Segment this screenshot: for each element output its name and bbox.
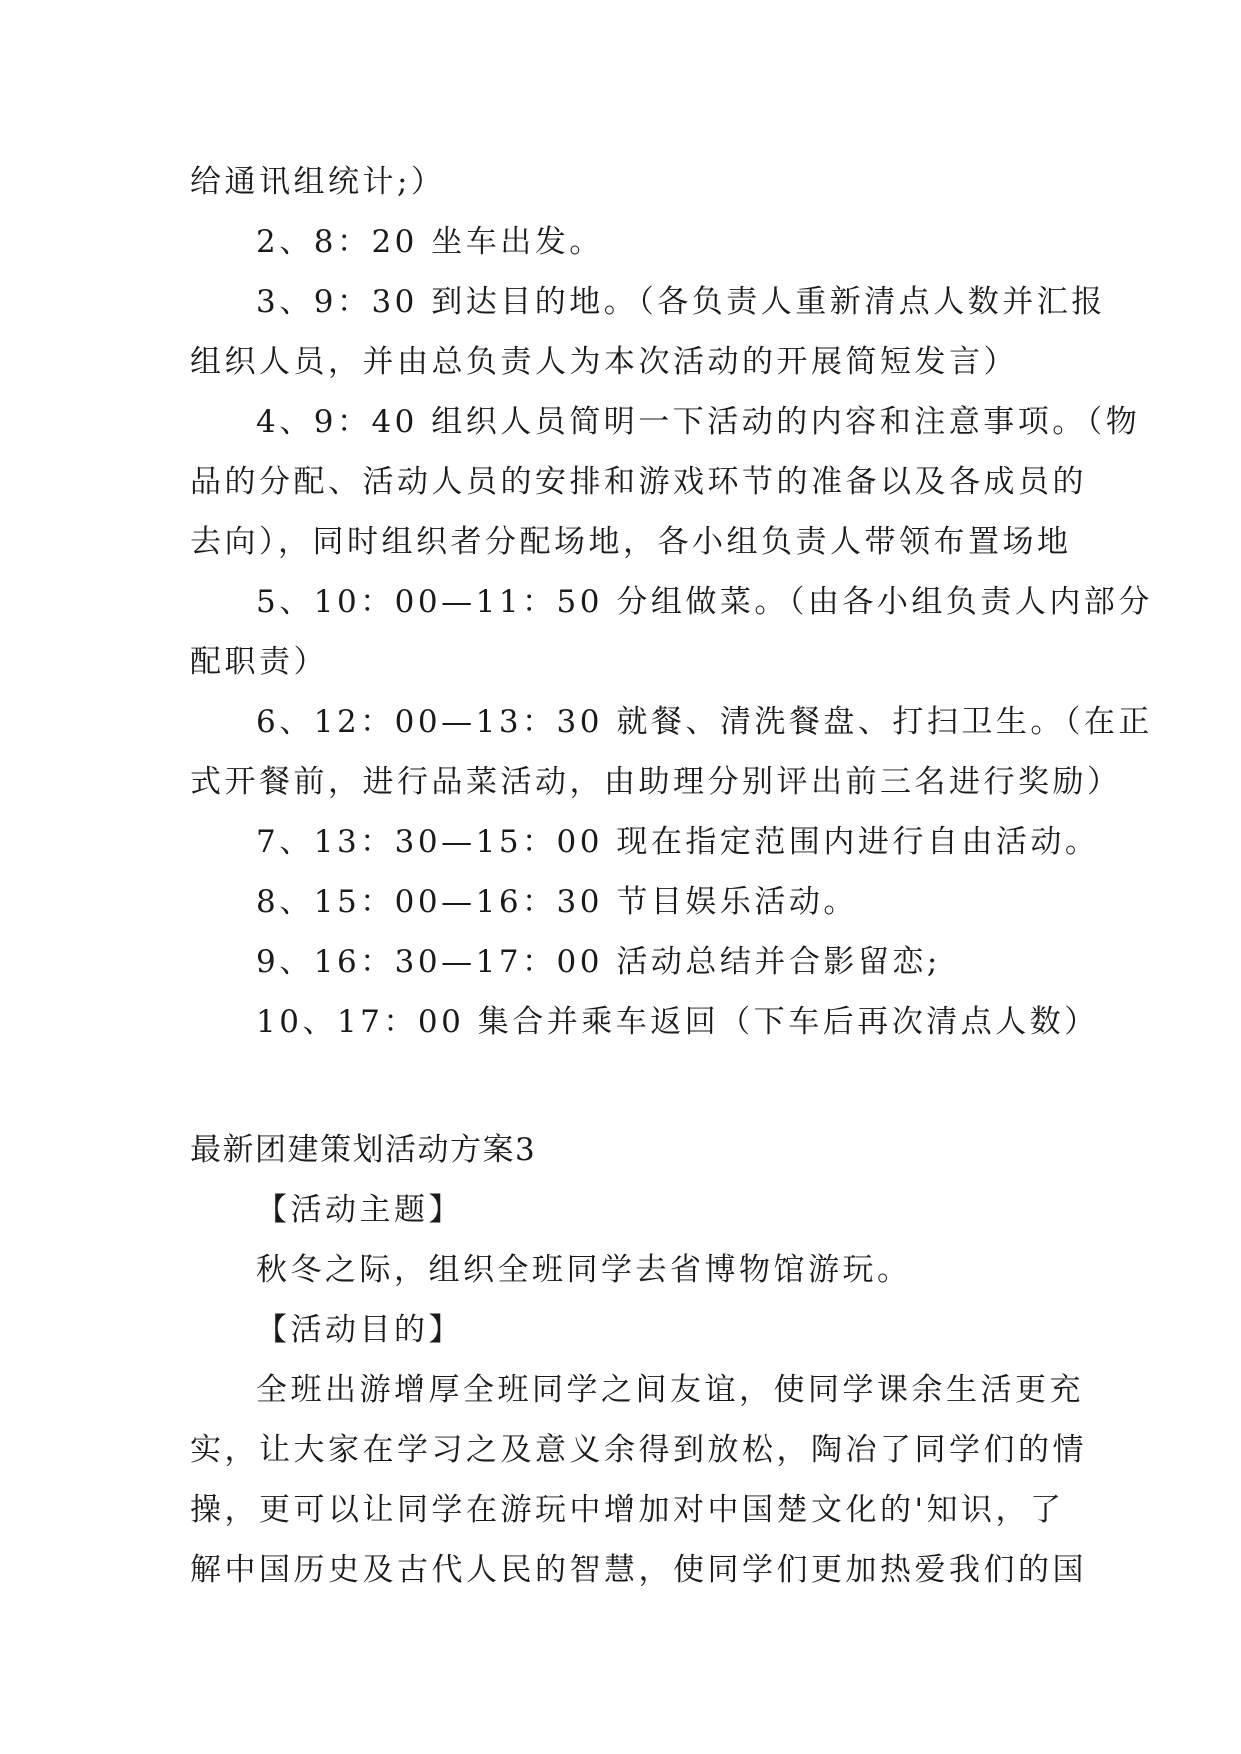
schedule-item: 2、8：20 坐车出发。 — [256, 224, 604, 260]
section-title: 最新团建策划活动方案3 — [190, 1132, 537, 1168]
text-line: 组织人员，并由总负责人为本次活动的开展简短发言） — [190, 344, 1018, 380]
schedule-item: 4、9：40 组织人员简明一下活动的内容和注意事项。（物 — [256, 404, 1141, 440]
purpose-heading: 【活动目的】 — [256, 1312, 463, 1348]
schedule-item: 6、12：00—13：30 就餐、清洗餐盘、打扫卫生。（在正 — [256, 704, 1153, 740]
theme-heading: 【活动主题】 — [256, 1192, 463, 1228]
purpose-text-line: 全班出游增厚全班同学之间友谊，使同学课余生活更充 — [256, 1372, 1084, 1408]
purpose-text-line: 实，让大家在学习之及意义余得到放松，陶冶了同学们的情 — [190, 1432, 1087, 1468]
text-line: 配职责） — [190, 644, 328, 680]
schedule-item: 10、17：00 集合并乘车返回（下车后再次清点人数） — [256, 1004, 1099, 1040]
schedule-item: 8、15：00—16：30 节目娱乐活动。 — [256, 884, 858, 920]
purpose-text-line: 操，更可以让同学在游玩中增加对中国楚文化的'知识，了 — [190, 1492, 1065, 1528]
schedule-item: 3、9：30 到达目的地。（各负责人重新清点人数并汇报 — [256, 284, 1106, 320]
text-line: 式开餐前，进行品菜活动，由助理分别评出前三名进行奖励） — [190, 764, 1122, 800]
text-line: 给通讯组统计;） — [190, 164, 446, 200]
document-page — [190, 152, 1153, 1600]
schedule-item: 5、10：00—11：50 分组做菜。（由各小组负责人内部分 — [256, 584, 1153, 620]
schedule-item: 9、16：30—17：00 活动总结并合影留恋; — [256, 944, 941, 980]
section-spacer — [190, 1052, 1062, 1120]
schedule-item: 7、13：30—15：00 现在指定范围内进行自由活动。 — [256, 824, 1100, 860]
text-line: 品的分配、活动人员的安排和游戏环节的准备以及各成员的 — [190, 464, 1087, 500]
theme-text: 秋冬之际，组织全班同学去省博物馆游玩。 — [256, 1252, 912, 1288]
purpose-text-line: 解中国历史及古代人民的智慧，使同学们更加热爱我们的国 — [190, 1552, 1087, 1588]
text-line: 去向），同时组织者分配场地，各小组负责人带领布置场地 — [190, 524, 1072, 560]
